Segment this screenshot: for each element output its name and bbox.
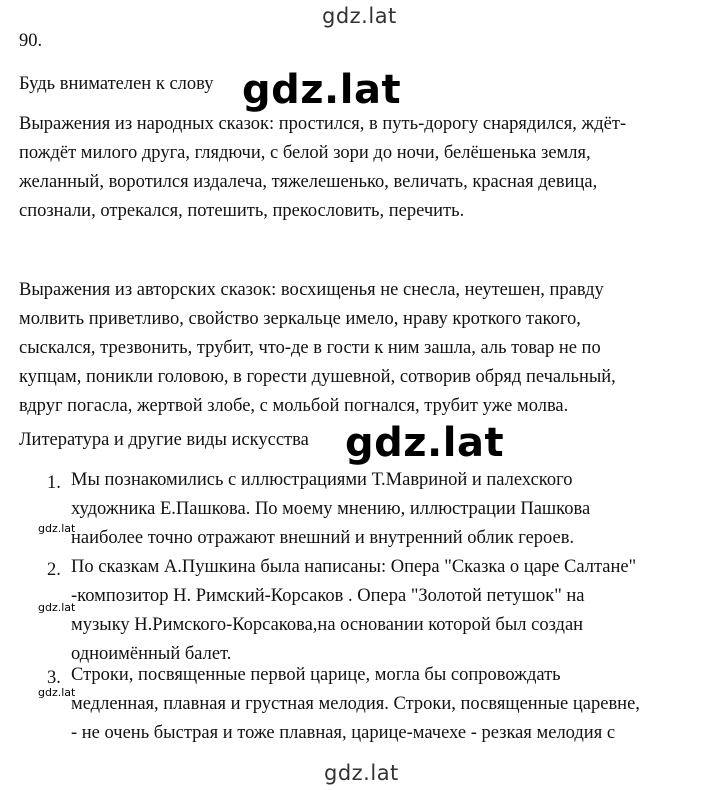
exercise-number: 90. <box>19 31 43 51</box>
watermark-top: gdz.lat <box>322 4 397 28</box>
list-item-number: 2. <box>47 560 61 580</box>
list-item <box>71 466 590 553</box>
paragraph-line: молвить приветливо, свойство зеркальце имело, нраву кроткого такого, <box>19 309 581 329</box>
list-item-number: 3. <box>47 668 61 688</box>
paragraph-line: пождёт милого друга, глядючи, с белой зори до ночи, белёшенька земля, <box>19 143 591 163</box>
list-item <box>71 553 636 669</box>
paragraph-line: Выражения из авторских сказок: восхищенья не снесла, неутешен, правду <box>19 280 604 300</box>
list-item-line: медленная, плавная и грустная мелодия. Строки, посвященные царевне, <box>71 694 640 714</box>
list-item-line: -композитор Н. Римский-Корсаков . Опера "Золотой петушок" на <box>71 586 585 606</box>
paragraph-line: вдруг погасла, жертвой злобе, с мольбой погнался, трубит уже молва. <box>19 396 569 416</box>
paragraph-line: спознали, отрекался, потешить, прекословить, перечить. <box>19 201 465 221</box>
paragraph-line: сыскался, трезвонить, трубит, что-де в гости к ним зашла, аль товар не по <box>19 338 601 358</box>
list-item-line: наиболее точно отражают внешний и внутренний облик героев. <box>71 528 575 548</box>
paragraph-line: купцам, поникли головою, в горести душевной, сотворив обряд печальный, <box>19 367 616 387</box>
list-item-line: По сказкам А.Пушкина была написаны: Опера "Сказка о царе Салтане" <box>71 557 637 577</box>
list-item-number: 1. <box>47 473 61 493</box>
watermark-small: gdz.lat <box>38 686 76 699</box>
list-item-line: - не очень быстрая и тоже плавная, царице-мачехе - резкая мелодия с <box>71 723 616 743</box>
list-item-line: Мы познакомились с иллюстрациями Т.Мавриной и палехского <box>71 470 573 490</box>
list-item-line: художника Е.Пашкова. По моему мнению, иллюстрации Пашкова <box>71 499 591 519</box>
list-item-line: музыку Н.Римского-Корсакова,на основании которой был создан <box>71 615 584 635</box>
section-title-literature-and-arts: Литература и другие виды искусства <box>19 430 309 450</box>
section-title-attentive-to-word: Будь внимателен к слову <box>19 74 214 94</box>
folk-tales-expressions-paragraph <box>19 110 626 226</box>
watermark-small: gdz.lat <box>38 601 76 614</box>
list-item-line: одноимённый балет. <box>71 644 232 664</box>
list-item-line: Строки, посвященные первой царице, могла бы сопровождать <box>71 665 561 685</box>
paragraph-line: желанный, воротился издалеча, тяжелешенько, величать, красная девица, <box>19 172 598 192</box>
watermark-bottom: gdz.lat <box>324 761 399 785</box>
watermark-large: gdz.lat <box>242 67 402 113</box>
author-tales-expressions-paragraph <box>19 276 616 421</box>
watermark-small: gdz.lat <box>38 522 76 535</box>
watermark-large: gdz.lat <box>345 420 505 466</box>
paragraph-line: Выражения из народных сказок: простился, в путь-дорогу снарядился, ждёт- <box>19 114 627 134</box>
list-item <box>71 661 640 748</box>
